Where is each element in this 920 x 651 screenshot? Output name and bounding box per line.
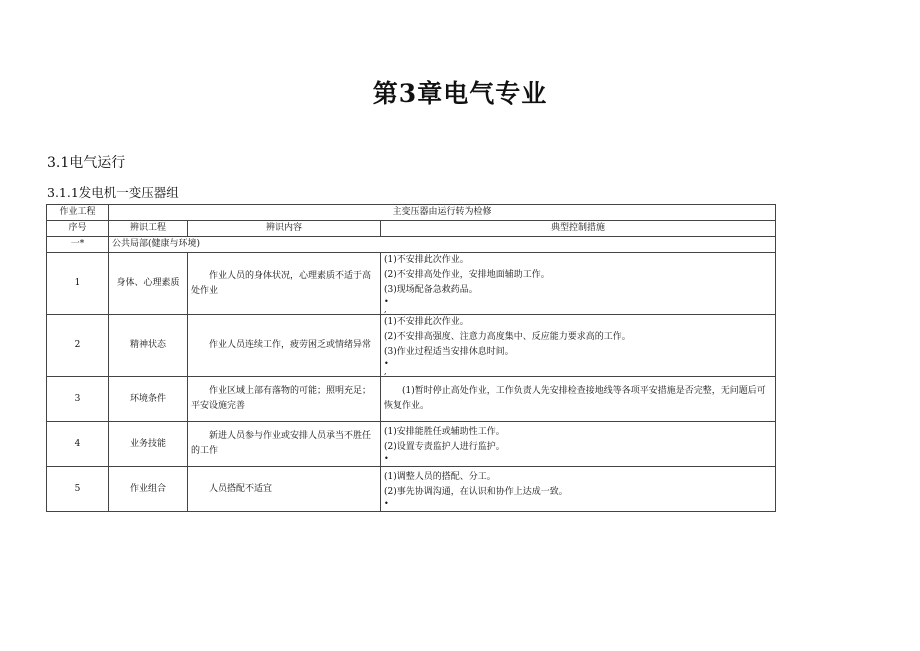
row-item: 作业组合 <box>109 467 188 512</box>
group-row <box>47 237 776 253</box>
measure-line: (2)不安排高处作业，安排地面辅助工作。 <box>384 270 550 280</box>
list-marker: • , <box>384 359 389 376</box>
measure-line: (1)安排能胜任或辅助性工作。 <box>384 427 505 437</box>
table-row <box>47 422 776 467</box>
measure-line: (3)作业过程适当安排休息时间。 <box>384 347 514 357</box>
group-title-cell: 公共局部(健康与环境) <box>109 237 776 253</box>
risk-control-table <box>46 204 776 512</box>
row-measures <box>381 315 776 377</box>
work-row <box>47 205 776 221</box>
measure-line: (2)事先协调沟通，在认识和协作上达成一致。 <box>384 487 568 497</box>
header-content: 辨识内容 <box>188 221 381 237</box>
row-content: 人员搭配不适宜 <box>188 467 381 512</box>
chapter-title: 第3章电气专业 <box>372 79 548 108</box>
row-item: 身体、心理素质 <box>109 253 188 315</box>
row-content: 作业区域上部有落物的可能；照明充足；平安设施完善 <box>188 377 381 422</box>
work-label-cell: 作业工程 <box>47 205 109 221</box>
measure-line: (2)设置专责监护人进行监护。 <box>384 442 505 452</box>
table-row <box>47 253 776 315</box>
header-measures: 典型控制措施 <box>381 221 776 237</box>
table-row <box>47 315 776 377</box>
row-measures <box>381 253 776 315</box>
row-item: 环境条件 <box>109 377 188 422</box>
row-content: 新进人员参与作业或安排人员承当不胜任的工作 <box>188 422 381 467</box>
measure-line: (1)不安排此次作业。 <box>384 317 469 327</box>
row-item: 精神状态 <box>109 315 188 377</box>
row-seq: 5 <box>47 467 109 512</box>
subsection-heading: 3.1.1发电机一变压器组 <box>47 185 179 200</box>
header-seq: 序号 <box>47 221 109 237</box>
list-marker: • <box>384 454 389 463</box>
row-content: 作业人员的身体状况，心理素质不适于高处作业 <box>188 253 381 315</box>
list-marker: • <box>384 499 389 508</box>
measure-line: (1)不安排此次作业。 <box>384 255 469 265</box>
row-seq: 1 <box>47 253 109 315</box>
table-row <box>47 467 776 512</box>
measure-line: (3)现场配备急救药品。 <box>384 285 478 295</box>
measure-line: (2)不安排高强度、注意力高度集中、反应能力要求高的工作。 <box>384 332 631 342</box>
work-value-cell: 主变压器由运行转为检修 <box>109 205 776 221</box>
row-seq: 2 <box>47 315 109 377</box>
measure-line: (1)调整人员的搭配、分工。 <box>384 472 496 482</box>
measure-line: (1)暂时停止高处作业，工作负责人先安排检查接地线等各项平安措施是否完整，无问题后可恢复作业。 <box>384 386 766 411</box>
row-measures <box>381 377 776 422</box>
section-heading: 3.1电气运行 <box>47 155 126 171</box>
table-row <box>47 377 776 422</box>
header-item: 辨识工程 <box>109 221 188 237</box>
header-row <box>47 221 776 237</box>
list-marker: • , <box>384 297 389 314</box>
group-seq-cell: 一* <box>47 237 109 253</box>
row-seq: 4 <box>47 422 109 467</box>
row-content: 作业人员连续工作，疲劳困乏或情绪异常 <box>188 315 381 377</box>
row-seq: 3 <box>47 377 109 422</box>
row-measures <box>381 422 776 467</box>
row-measures <box>381 467 776 512</box>
row-item: 业务技能 <box>109 422 188 467</box>
